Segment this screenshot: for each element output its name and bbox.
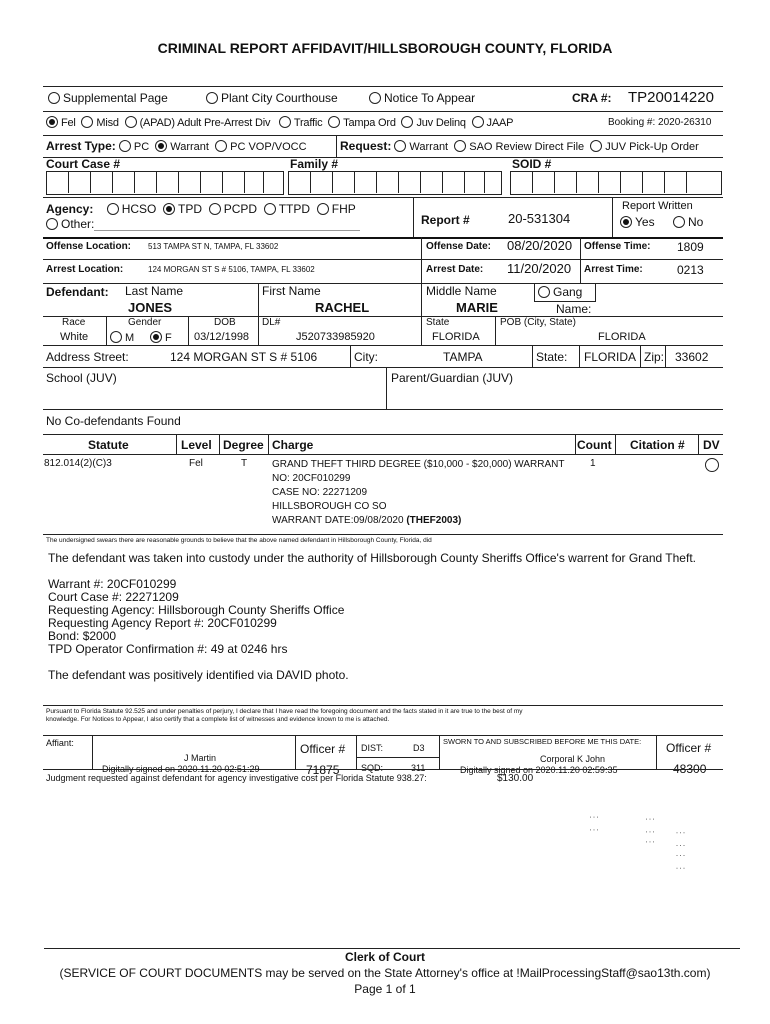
court-case-label: Court Case # (46, 157, 121, 171)
charge-statute: 812.014(2)(C)3 (44, 458, 112, 469)
radio-icon (394, 140, 406, 152)
gang-name-label: Name: (556, 302, 592, 316)
gender-label: Gender (128, 317, 162, 328)
zip-label: Zip: (644, 350, 665, 364)
misd-option[interactable]: Misd (81, 117, 118, 129)
tampa-ord-option[interactable]: Tampa Ord (328, 117, 396, 129)
dl-label: DL# (262, 317, 281, 328)
radio-icon (369, 92, 381, 104)
header-charge: Charge (272, 438, 314, 452)
last-name-label: Last Name (125, 284, 184, 298)
sao-option[interactable]: SAO Review Direct File (454, 141, 584, 153)
cra-value: TP20014220 (628, 89, 714, 106)
codefendants-text: No Co-defendants Found (46, 414, 181, 428)
footer-service-note: (SERVICE OF COURT DOCUMENTS may be served on the State Attorney's office at !MailProcessingStaff@sao13th.com) (59, 966, 711, 980)
juv-pickup-option[interactable]: JUV Pick-Up Order (590, 141, 699, 153)
charge-description: GRAND THEFT THIRD DEGREE ($10,000 - $20,000) WARRANT NO: 20CF010299 CASE NO: 22271209 HILLSBOROUGH CO SO WARRANT DATE:09/08/2020 (THEF2003) (272, 459, 565, 526)
radio-icon (328, 116, 340, 128)
radio-icon (590, 140, 602, 152)
request-warrant-option[interactable]: Warrant (394, 141, 448, 153)
offense-date-label: Offense Date: (426, 241, 492, 252)
pcpd-option[interactable]: PCPD (209, 202, 257, 216)
radio-icon (705, 458, 719, 472)
middle-name-label: Middle Name (426, 284, 497, 298)
jaap-option[interactable]: JAAP (472, 117, 514, 129)
radio-checked-icon (155, 140, 167, 152)
address-value: 124 MORGAN ST S # 5106 (170, 350, 318, 364)
charge-degree: T (241, 458, 248, 469)
offense-location-value: 513 TAMPA ST N, TAMPA, FL 33602 (148, 242, 279, 251)
gender-f-option[interactable]: F (150, 331, 172, 344)
radio-checked-icon (150, 331, 162, 343)
last-name-value: JONES (128, 300, 173, 315)
faded-stamp-mark: ⋮ ⋮ (588, 812, 600, 835)
radio-icon (401, 116, 413, 128)
page-title: CRIMINAL REPORT AFFIDAVIT/HILLSBOROUGH COUNTY, FLORIDA (157, 40, 613, 56)
request-row: Request: Warrant SAO Review Direct File JUV Pick-Up Order (340, 139, 699, 153)
header-statute: Statute (88, 438, 129, 452)
agency-row: Agency: HCSO TPD PCPD TTPD FHP (46, 202, 356, 216)
cra-label: CRA #: (572, 91, 612, 105)
arrest-location-value: 124 MORGAN ST S # 5106, TAMPA, FL 33602 (148, 265, 315, 274)
radio-icon (107, 203, 119, 215)
perjury-statement: Pursuant to Florida Statute 92.525 and under penalties of perjury, I declare that I have read the foregoing document and the facts stated in it are true to the best of my knowledge. For Notices to Appear, I also certify that a complete list of witnesses and evidence known to me is attached. (46, 708, 523, 723)
radio-checked-icon (163, 203, 175, 215)
state-label: State (426, 317, 450, 328)
pob-value: FLORIDA (598, 331, 646, 343)
radio-checked-icon (46, 116, 58, 128)
sqd-value: 311 (411, 763, 426, 773)
report-written-label: Report Written (622, 200, 693, 212)
officer2-label: Officer # (666, 741, 712, 755)
narrative-body: The defendant was taken into custody under the authority of Hillsborough County Sheriffs Office's warrent for Grand Theft. Warrant #: 20CF010299 Court Case #: 22271209 Requesting Agency: Hillsborough County Sheriffs Office Requesting Agency Report #: 20CF010299 Bond: $2000 TPD Operator Confirmation #: 49 at 0246 hrs The defendant was positively identified via DAVID photo. (48, 551, 696, 682)
sworn-officer-name: Corporal K John (540, 754, 606, 764)
radio-icon (110, 331, 122, 343)
dob-value: 03/12/1998 (194, 331, 250, 343)
radio-checked-icon (620, 216, 632, 228)
header-level: Level (181, 438, 212, 452)
radio-icon (206, 92, 218, 104)
report-written-yes[interactable]: Yes (620, 215, 655, 229)
fel-option[interactable]: Fel (46, 117, 76, 129)
affiant-name: J Martin (184, 753, 217, 763)
apad-option[interactable]: (APAD) Adult Pre-Arrest Div (125, 117, 271, 129)
gang-option[interactable]: Gang (538, 285, 582, 299)
agency-other-option[interactable]: Other: (46, 217, 94, 231)
hcso-option[interactable]: HCSO (107, 202, 157, 216)
radio-icon (317, 203, 329, 215)
officer2-value: 48300 (673, 762, 707, 776)
radio-icon (279, 116, 291, 128)
offense-time-value: 1809 (677, 240, 704, 254)
offense-location-label: Offense Location: (46, 241, 132, 252)
state-value: FLORIDA (432, 331, 480, 343)
notice-option[interactable]: Notice To Appear (369, 91, 475, 105)
parent-label: Parent/Guardian (JUV) (391, 371, 514, 385)
middle-name-value: MARIE (456, 300, 498, 315)
supplemental-option[interactable]: Supplemental Page (48, 91, 168, 105)
case-type-row (46, 116, 513, 129)
juv-option[interactable]: Juv Delinq (401, 117, 465, 129)
city-label: City: (354, 350, 378, 364)
header-degree: Degree (223, 438, 264, 452)
pc-option[interactable]: PC (119, 141, 149, 153)
gender-m-option[interactable]: M (110, 331, 134, 344)
affiant-label: Affiant: (46, 738, 74, 748)
address-label: Address Street: (46, 350, 129, 364)
arrest-location-label: Arrest Location: (46, 264, 124, 275)
arrest-time-label: Arrest Time: (584, 264, 643, 275)
radio-icon (472, 116, 484, 128)
radio-icon (119, 140, 131, 152)
offense-time-label: Offense Time: (584, 241, 651, 252)
header-citation: Citation # (630, 438, 685, 452)
radio-icon (46, 218, 58, 230)
dv-checkbox[interactable] (705, 457, 722, 475)
arrest-date-label: Arrest Date: (426, 264, 484, 275)
address-state-label: State: (536, 350, 568, 364)
officer-label: Officer # (300, 742, 346, 756)
radio-icon (673, 216, 685, 228)
dist-label: DIST: (361, 743, 384, 753)
first-name-value: RACHEL (315, 300, 370, 315)
charge-level: Fel (189, 458, 203, 469)
pob-label: POB (City, State) (500, 317, 576, 328)
radio-icon (454, 140, 466, 152)
radio-icon (264, 203, 276, 215)
family-label: Family # (290, 157, 339, 171)
plant-city-option[interactable]: Plant City Courthouse (206, 91, 338, 105)
dist-value: D3 (413, 743, 425, 753)
faded-stamp-mark: ⋮ ⋮⋮ ⋮ (675, 827, 687, 874)
fhp-option[interactable]: FHP (317, 202, 356, 216)
radio-icon (48, 92, 60, 104)
family-boxes[interactable] (288, 171, 502, 195)
pcvop-option[interactable]: PC VOP/VOCC (215, 141, 306, 153)
radio-icon (125, 116, 137, 128)
radio-icon (538, 286, 550, 298)
school-label: School (JUV) (46, 371, 117, 385)
arrest-time-value: 0213 (677, 263, 704, 277)
radio-icon (215, 140, 227, 152)
radio-icon (81, 116, 93, 128)
sworn-statement: SWORN TO AND SUBSCRIBED BEFORE ME THIS DATE: (443, 737, 642, 746)
report-written-no[interactable]: No (673, 215, 703, 229)
report-number-label: Report # (421, 213, 470, 227)
affiant-signed: Digitally signed on 2020.11.20 02:51:29 (102, 764, 260, 774)
footer-clerk: Clerk of Court (344, 950, 425, 964)
warrant-option[interactable]: Warrant (155, 141, 209, 153)
court-case-boxes[interactable] (46, 171, 284, 195)
dob-label: DOB (214, 317, 236, 328)
zip-value: 33602 (675, 350, 709, 364)
header-dv: DV (703, 438, 720, 452)
race-label: Race (62, 317, 86, 328)
arrest-type-row: Arrest Type: PC Warrant PC VOP/VOCC (46, 139, 307, 153)
dl-value: J520733985920 (296, 331, 375, 343)
booking-number: Booking #: 2020-26310 (608, 117, 712, 128)
first-name-label: First Name (262, 284, 321, 298)
footer-page-number: Page 1 of 1 (354, 982, 416, 996)
traffic-option[interactable]: Traffic (279, 117, 323, 129)
sworn-signed: Digitally signed on 2020.11.20 02:59:35 (460, 765, 618, 775)
sqd-label: SQD: (361, 763, 384, 773)
narrative-preamble: The undersigned swears there are reasonable grounds to believe that the above named defendant in Hillsborough County, Florida, did (46, 537, 432, 544)
city-value: TAMPA (443, 350, 483, 364)
radio-icon (209, 203, 221, 215)
tpd-option[interactable]: TPD (163, 202, 202, 216)
soid-boxes[interactable] (510, 171, 722, 195)
soid-label: SOID # (512, 157, 552, 171)
report-number-value: 20-531304 (508, 211, 571, 226)
race-value: White (60, 331, 89, 343)
faded-stamp-mark: ⋮⋮ ⋮ (644, 814, 656, 847)
ttpd-option[interactable]: TTPD (264, 202, 310, 216)
judgment-amount: $130.00 (497, 773, 534, 784)
address-state-value: FLORIDA (584, 350, 637, 364)
officer-value: 71875 (306, 763, 340, 777)
arrest-date-value: 11/20/2020 (507, 261, 572, 276)
offense-date-value: 08/20/2020 (507, 238, 573, 253)
judgment-text: Judgment requested against defendant for agency investigative cost per Florida Statute 938.27: (46, 773, 427, 783)
defendant-label: Defendant: (46, 285, 109, 299)
header-count: Count (577, 438, 612, 452)
charge-count: 1 (590, 458, 596, 469)
